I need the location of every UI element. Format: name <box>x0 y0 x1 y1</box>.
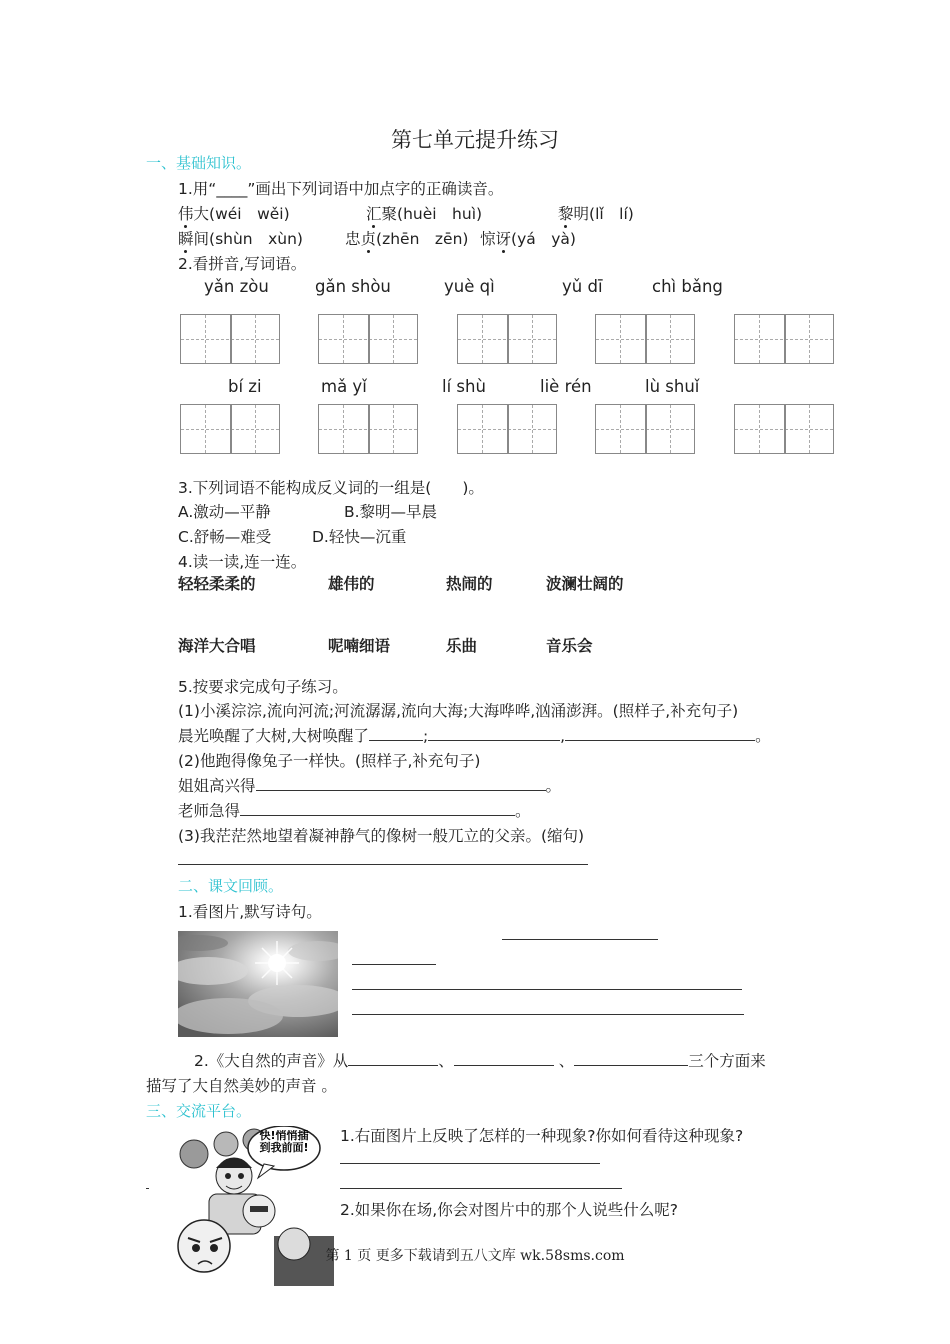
writing-grid[interactable] <box>457 314 557 364</box>
answer-line[interactable] <box>178 864 588 865</box>
q1-item-5: 忠贞(zhēn zēn) <box>345 230 469 248</box>
section-heading-basics: 一、基础知识。 <box>146 154 252 172</box>
q4-prompt: 4.读一读,连一连。 <box>178 553 307 571</box>
writing-grid[interactable] <box>180 314 280 364</box>
section-heading-review: 二、课文回顾。 <box>178 877 284 895</box>
q5-sentence-2-a: 姐姐高兴得 。 <box>178 777 562 795</box>
page-title: 第七单元提升练习 <box>391 128 559 152</box>
q5-sentence-2: (2)他跑得像兔子一样快。(照样子,补充句子) <box>178 752 481 770</box>
q4-top-item[interactable]: 波澜壮阔的 <box>546 574 624 593</box>
writing-grid[interactable] <box>734 404 834 454</box>
pinyin: lù shuǐ <box>645 377 700 396</box>
q5-sentence-1-fill: 晨光唤醒了大树,大树唤醒了 ; , 。 <box>178 727 771 745</box>
blank[interactable] <box>348 1051 438 1066</box>
writing-grid[interactable] <box>457 404 557 454</box>
q1-prompt: 1.用“____”画出下列词语中加点字的正确读音。 <box>178 180 504 198</box>
pinyin: lí shù <box>442 377 486 396</box>
blank[interactable] <box>369 726 423 741</box>
section-heading-exchange: 三、交流平台。 <box>146 1102 252 1120</box>
writing-grid[interactable] <box>180 404 280 454</box>
q2-prompt: 2.看拼音,写词语。 <box>178 255 307 273</box>
writing-grid[interactable] <box>318 404 418 454</box>
q4-bottom-item[interactable]: 呢喃细语 <box>328 636 391 655</box>
pinyin: yǔ dī <box>562 277 603 296</box>
q3-prompt: 3.下列词语不能构成反义词的一组是( )。 <box>178 479 484 497</box>
s3-q1-prompt: 1.右面图片上反映了怎样的一种现象?你如何看待这种现象? <box>340 1127 744 1145</box>
q4-bottom-item[interactable]: 乐曲 <box>446 636 478 655</box>
q5-prompt: 5.按要求完成句子练习。 <box>178 678 348 696</box>
q4-top-item[interactable]: 轻轻柔柔的 <box>178 574 256 593</box>
s2-q2: 2.《大自然的声音》从 、 、 三个方面来 <box>194 1052 766 1070</box>
sky-sun-image <box>178 931 338 1037</box>
page-footer: 第 1 页 更多下载请到五八文库 wk.58sms.com <box>325 1248 625 1264</box>
answer-line[interactable] <box>340 1163 600 1164</box>
s3-q2-prompt: 2.如果你在场,你会对图片中的那个人说些什么呢? <box>340 1201 678 1219</box>
q1-item-1: 伟大(wéi wěi) <box>178 205 290 223</box>
q5-sentence-3: (3)我茫茫然地望着凝神静气的像树一般兀立的父亲。(缩句) <box>178 827 585 845</box>
q3-option-d: D.轻快—沉重 <box>312 528 407 546</box>
pinyin: mǎ yǐ <box>321 377 367 396</box>
q5-sentence-1: (1)小溪淙淙,流向河流;河流潺潺,流向大海;大海哗哗,汹涌澎湃。(照样子,补充句子) <box>178 702 739 720</box>
s2-q1-prompt: 1.看图片,默写诗句。 <box>178 903 322 921</box>
pinyin: bí zi <box>228 377 262 396</box>
pinyin: yǎn zòu <box>204 277 269 296</box>
pinyin: gǎn shòu <box>315 277 391 296</box>
writing-grid[interactable] <box>595 314 695 364</box>
q3-option-a: A.激动—平静 <box>178 503 271 521</box>
blank[interactable] <box>256 776 546 791</box>
q3-option-b: B.黎明—早晨 <box>344 503 438 521</box>
blank[interactable] <box>565 726 755 741</box>
blank[interactable] <box>428 726 560 741</box>
writing-grid[interactable] <box>318 314 418 364</box>
blank[interactable] <box>574 1051 688 1066</box>
q4-top-item[interactable]: 热闹的 <box>446 574 493 593</box>
blank[interactable] <box>454 1051 554 1066</box>
stray-mark <box>146 1188 149 1189</box>
speech-bubble-text: 快!悄悄插到我前面! <box>259 1130 309 1154</box>
writing-grid[interactable] <box>595 404 695 454</box>
q1-item-2: 汇聚(huèi huì) <box>366 205 483 223</box>
q4-bottom-item[interactable]: 音乐会 <box>546 636 593 655</box>
q5-sentence-2-b: 老师急得 。 <box>178 802 531 820</box>
poem-line[interactable] <box>352 1014 744 1015</box>
answer-line[interactable] <box>340 1188 622 1189</box>
q4-top-item[interactable]: 雄伟的 <box>328 574 375 593</box>
q1-item-3: 黎明(lǐ lí) <box>558 205 634 223</box>
poem-line[interactable] <box>352 989 742 990</box>
q1-item-4: 瞬间(shùn xùn) <box>178 230 303 248</box>
blank[interactable] <box>240 801 515 816</box>
poem-line[interactable] <box>352 964 436 965</box>
q1-item-6: 惊讶(yá yà) <box>480 230 576 248</box>
pinyin: liè rén <box>540 377 592 396</box>
q3-option-c: C.舒畅—难受 <box>178 528 272 546</box>
pinyin: chì bǎng <box>652 277 723 296</box>
q4-bottom-item[interactable]: 海洋大合唱 <box>178 636 256 655</box>
poem-line[interactable] <box>502 939 658 940</box>
pinyin: yuè qì <box>444 277 495 296</box>
s2-q2-line2: 描写了大自然美妙的声音 。 <box>146 1077 337 1095</box>
writing-grid[interactable] <box>734 314 834 364</box>
